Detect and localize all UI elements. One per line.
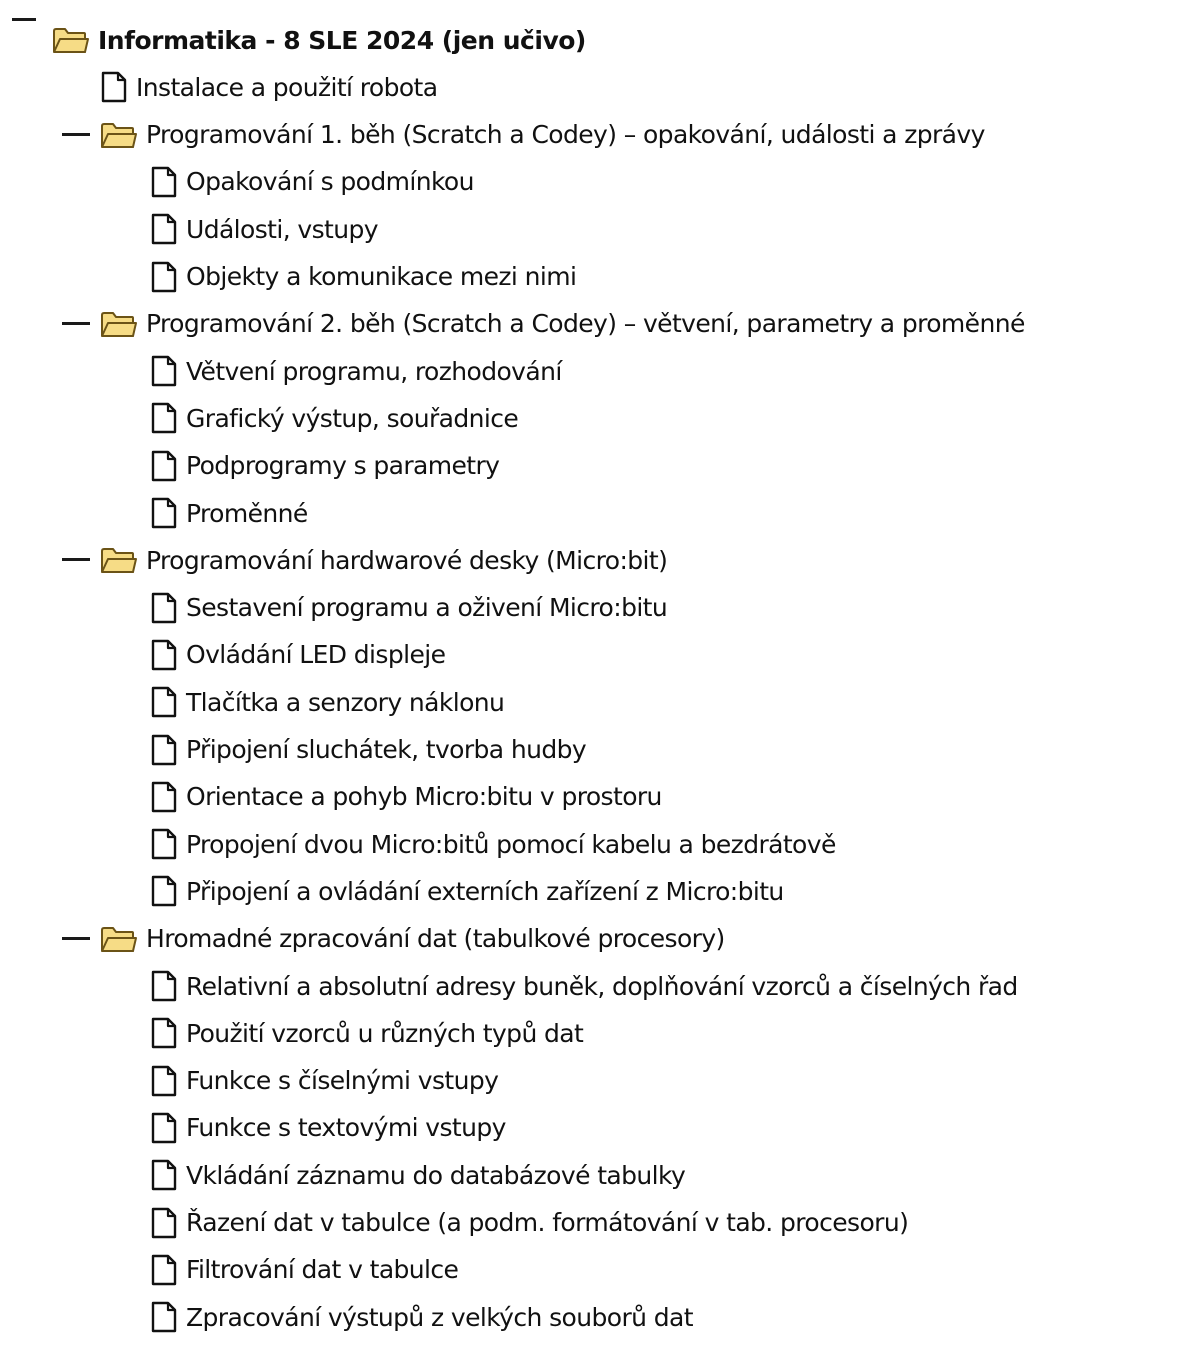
lesson-label[interactable]: Události, vstupy	[186, 214, 378, 244]
tree-item-lesson[interactable]	[150, 1108, 506, 1148]
document-icon	[150, 1112, 178, 1144]
tree-item-lesson[interactable]	[150, 682, 504, 722]
document-icon	[150, 1159, 178, 1191]
tree-item-lesson[interactable]	[150, 635, 445, 675]
tree-item-lesson[interactable]	[150, 398, 518, 438]
lesson-label[interactable]: Zpracování výstupů z velkých souborů dat	[186, 1302, 693, 1332]
document-icon	[150, 1207, 178, 1239]
folder-open-icon	[100, 310, 138, 338]
root-collapse-toggle[interactable]	[12, 18, 36, 21]
document-icon	[150, 592, 178, 624]
tree-item-lesson[interactable]	[150, 871, 784, 911]
document-icon	[150, 1065, 178, 1097]
lesson-label[interactable]: Proměnné	[186, 498, 308, 528]
tree-folder-section[interactable]	[100, 540, 667, 580]
document-icon	[150, 261, 178, 293]
lesson-label[interactable]: Připojení a ovládání externích zařízení z Micro:bitu	[186, 876, 784, 906]
lesson-label[interactable]: Relativní a absolutní adresy buněk, doplňování vzorců a číselných řad	[186, 971, 1018, 1001]
document-icon	[150, 781, 178, 813]
lesson-label[interactable]: Funkce s textovými vstupy	[186, 1113, 506, 1143]
tree-folder-section[interactable]	[100, 115, 985, 155]
document-icon	[150, 828, 178, 860]
document-icon	[150, 213, 178, 245]
document-icon	[150, 970, 178, 1002]
tree-item-lesson[interactable]	[150, 824, 836, 864]
section-collapse-toggle[interactable]	[62, 558, 90, 561]
tree-item-lesson[interactable]	[150, 446, 499, 486]
section-collapse-toggle[interactable]	[62, 322, 90, 325]
lesson-label[interactable]: Objekty a komunikace mezi nimi	[186, 262, 577, 291]
folder-label[interactable]: Hromadné zpracování dat (tabulkové procesory)	[146, 924, 725, 954]
lesson-label[interactable]: Instalace a použití robota	[136, 72, 438, 102]
tree-item-lesson[interactable]	[150, 351, 562, 391]
document-icon	[150, 1254, 178, 1286]
tree-item-lesson[interactable]	[150, 588, 667, 628]
section-collapse-toggle[interactable]	[62, 937, 90, 940]
lesson-label[interactable]: Grafický výstup, souřadnice	[186, 403, 519, 433]
tree-item-lesson[interactable]	[150, 162, 474, 202]
lesson-label[interactable]: Podprogramy s parametry	[186, 451, 500, 481]
section-collapse-toggle[interactable]	[62, 133, 90, 136]
lesson-label[interactable]: Vkládání záznamu do databázové tabulky	[186, 1160, 686, 1190]
tree-item-lesson[interactable]	[150, 1297, 693, 1337]
lesson-label[interactable]: Sestavení programu a oživení Micro:bitu	[186, 593, 668, 623]
folder-label[interactable]: Programování hardwarové desky (Micro:bit)	[146, 545, 668, 575]
document-icon	[150, 1017, 178, 1049]
tree-item-lesson[interactable]	[150, 493, 308, 533]
document-icon	[150, 686, 178, 718]
document-icon	[150, 734, 178, 766]
tree-item-lesson[interactable]	[150, 1155, 685, 1195]
tree-item-lesson[interactable]	[150, 1013, 583, 1053]
document-icon	[150, 402, 178, 434]
tree-item-lesson[interactable]	[150, 777, 662, 817]
tree-folder-section[interactable]	[100, 919, 725, 959]
document-icon	[100, 71, 128, 103]
document-icon	[150, 166, 178, 198]
lesson-label[interactable]: Ovládání LED displeje	[186, 640, 446, 670]
tree-item-lesson[interactable]	[100, 67, 437, 107]
folder-open-icon	[100, 925, 138, 953]
lesson-label[interactable]: Orientace a pohyb Micro:bitu v prostoru	[186, 782, 662, 812]
tree-item-lesson[interactable]	[150, 209, 378, 249]
folder-open-icon	[52, 26, 90, 54]
folder-label[interactable]: Programování 2. běh (Scratch a Codey) – větvení, parametry a proměnné	[146, 309, 1025, 339]
document-icon	[150, 1301, 178, 1333]
lesson-label[interactable]: Funkce s číselnými vstupy	[186, 1066, 499, 1096]
tree-root-folder[interactable]	[52, 20, 586, 60]
document-icon	[150, 450, 178, 482]
tree-item-lesson[interactable]	[150, 1250, 458, 1290]
document-icon	[150, 497, 178, 529]
tree-item-lesson[interactable]	[150, 966, 1018, 1006]
lesson-label[interactable]: Řazení dat v tabulce (a podm. formátování v tab. procesoru)	[186, 1208, 909, 1237]
lesson-label[interactable]: Připojení sluchátek, tvorba hudby	[186, 735, 587, 764]
tree-item-lesson[interactable]	[150, 730, 586, 770]
tree-item-lesson[interactable]	[150, 1203, 908, 1243]
lesson-label[interactable]: Filtrování dat v tabulce	[186, 1255, 459, 1285]
lesson-label[interactable]: Opakování s podmínkou	[186, 167, 474, 197]
lesson-label[interactable]: Propojení dvou Micro:bitů pomocí kabelu a bezdrátově	[186, 829, 836, 859]
folder-label[interactable]: Informatika - 8 SLE 2024 (jen učivo)	[98, 25, 586, 55]
folder-open-icon	[100, 546, 138, 574]
document-icon	[150, 875, 178, 907]
folder-label[interactable]: Programování 1. běh (Scratch a Codey) – opakování, události a zprávy	[146, 120, 985, 150]
folder-open-icon	[100, 121, 138, 149]
document-icon	[150, 355, 178, 387]
lesson-label[interactable]: Použití vzorců u různých typů dat	[186, 1018, 584, 1048]
tree-folder-section[interactable]	[100, 304, 1025, 344]
lesson-label[interactable]: Větvení programu, rozhodování	[186, 356, 562, 386]
tree-item-lesson[interactable]	[150, 257, 576, 297]
tree-item-lesson[interactable]	[150, 1061, 498, 1101]
document-icon	[150, 639, 178, 671]
lesson-label[interactable]: Tlačítka a senzory náklonu	[186, 687, 505, 717]
